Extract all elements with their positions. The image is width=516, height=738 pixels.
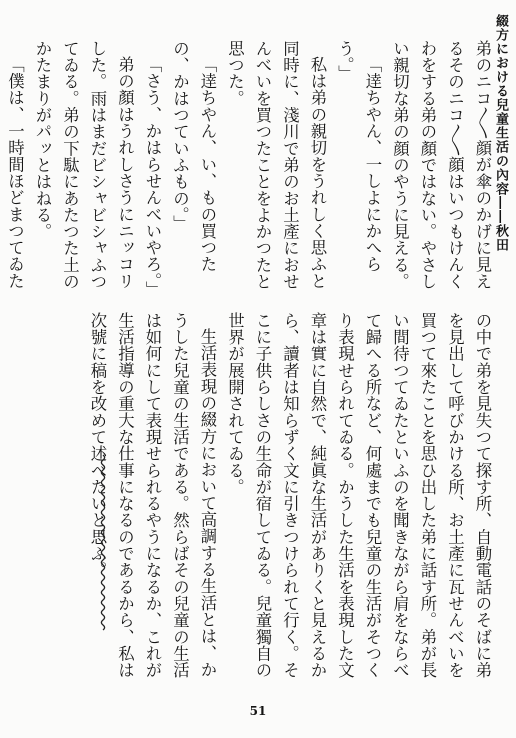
dialogue-line: 「僕は、一時間ほどまつてゐた	[5, 56, 25, 290]
paragraph: 弟のニコ〳〵顔が傘のかげに見えるそのニコ〳〵顔はいつもけんくわをする弟の顏ではない。やさしい親切な弟の顔のやうに見える。	[390, 40, 492, 290]
paragraph: 生活表現の綴方において高調する生活とは、かうした兒童の生活である。然らばその兒童の生活は如何にして表現せられるやうになるか、これが生活指導の重大な仕事になるのであるから、私は次號に稿を改めて述べたいと思ふ。	[88, 312, 217, 679]
dialogue-line: 「逹ちやん、い、もの買つたの、かはつていふもの。」	[170, 40, 217, 273]
paragraph: 私は弟の親切をうれしく思ふと同時に、淺川で弟のお土產におせんべいを買つたことをよかつたと思つた。	[225, 40, 327, 290]
running-head: 綴方における兒童生活の內容――秋田	[493, 14, 508, 252]
upper-text-column	[5, 40, 496, 300]
lower-text-column	[16, 312, 496, 694]
dialogue-line: 「さう、かはらせんべいやろ。」	[143, 56, 162, 298]
wavy-separator-line	[93, 455, 113, 630]
page-number: 51	[249, 704, 267, 718]
paragraph: の中で弟を見失つて探す所、自動電話のそばに弟を見出して呼びかける所、お土產に瓦せんべいを買つて來たことを思ひ出した弟に話す所。弟が長い間待つてゐたといふのを聞きながら肩をならべて歸へる所など、何處までも兒童の生活がそつくり表現せられてゐる。かうした生活を表現した文章は實に自然で、純眞な生活がありくと見えるから、讀者は知らずく文に引きつけられて行く。そこに子供らしさの生命が宿してゐる。兒童獨自の世界が展開されてゐる。	[225, 312, 492, 679]
paragraph: 弟の顏はうれしさうにニッコリした。雨はまだビシャビシャふつてゐる。弟の下駄にあたつた土のかたまりがパッとはねる。	[33, 40, 135, 290]
dialogue-line: 「逹ちやん、一しよにかへらう。」	[335, 40, 382, 273]
